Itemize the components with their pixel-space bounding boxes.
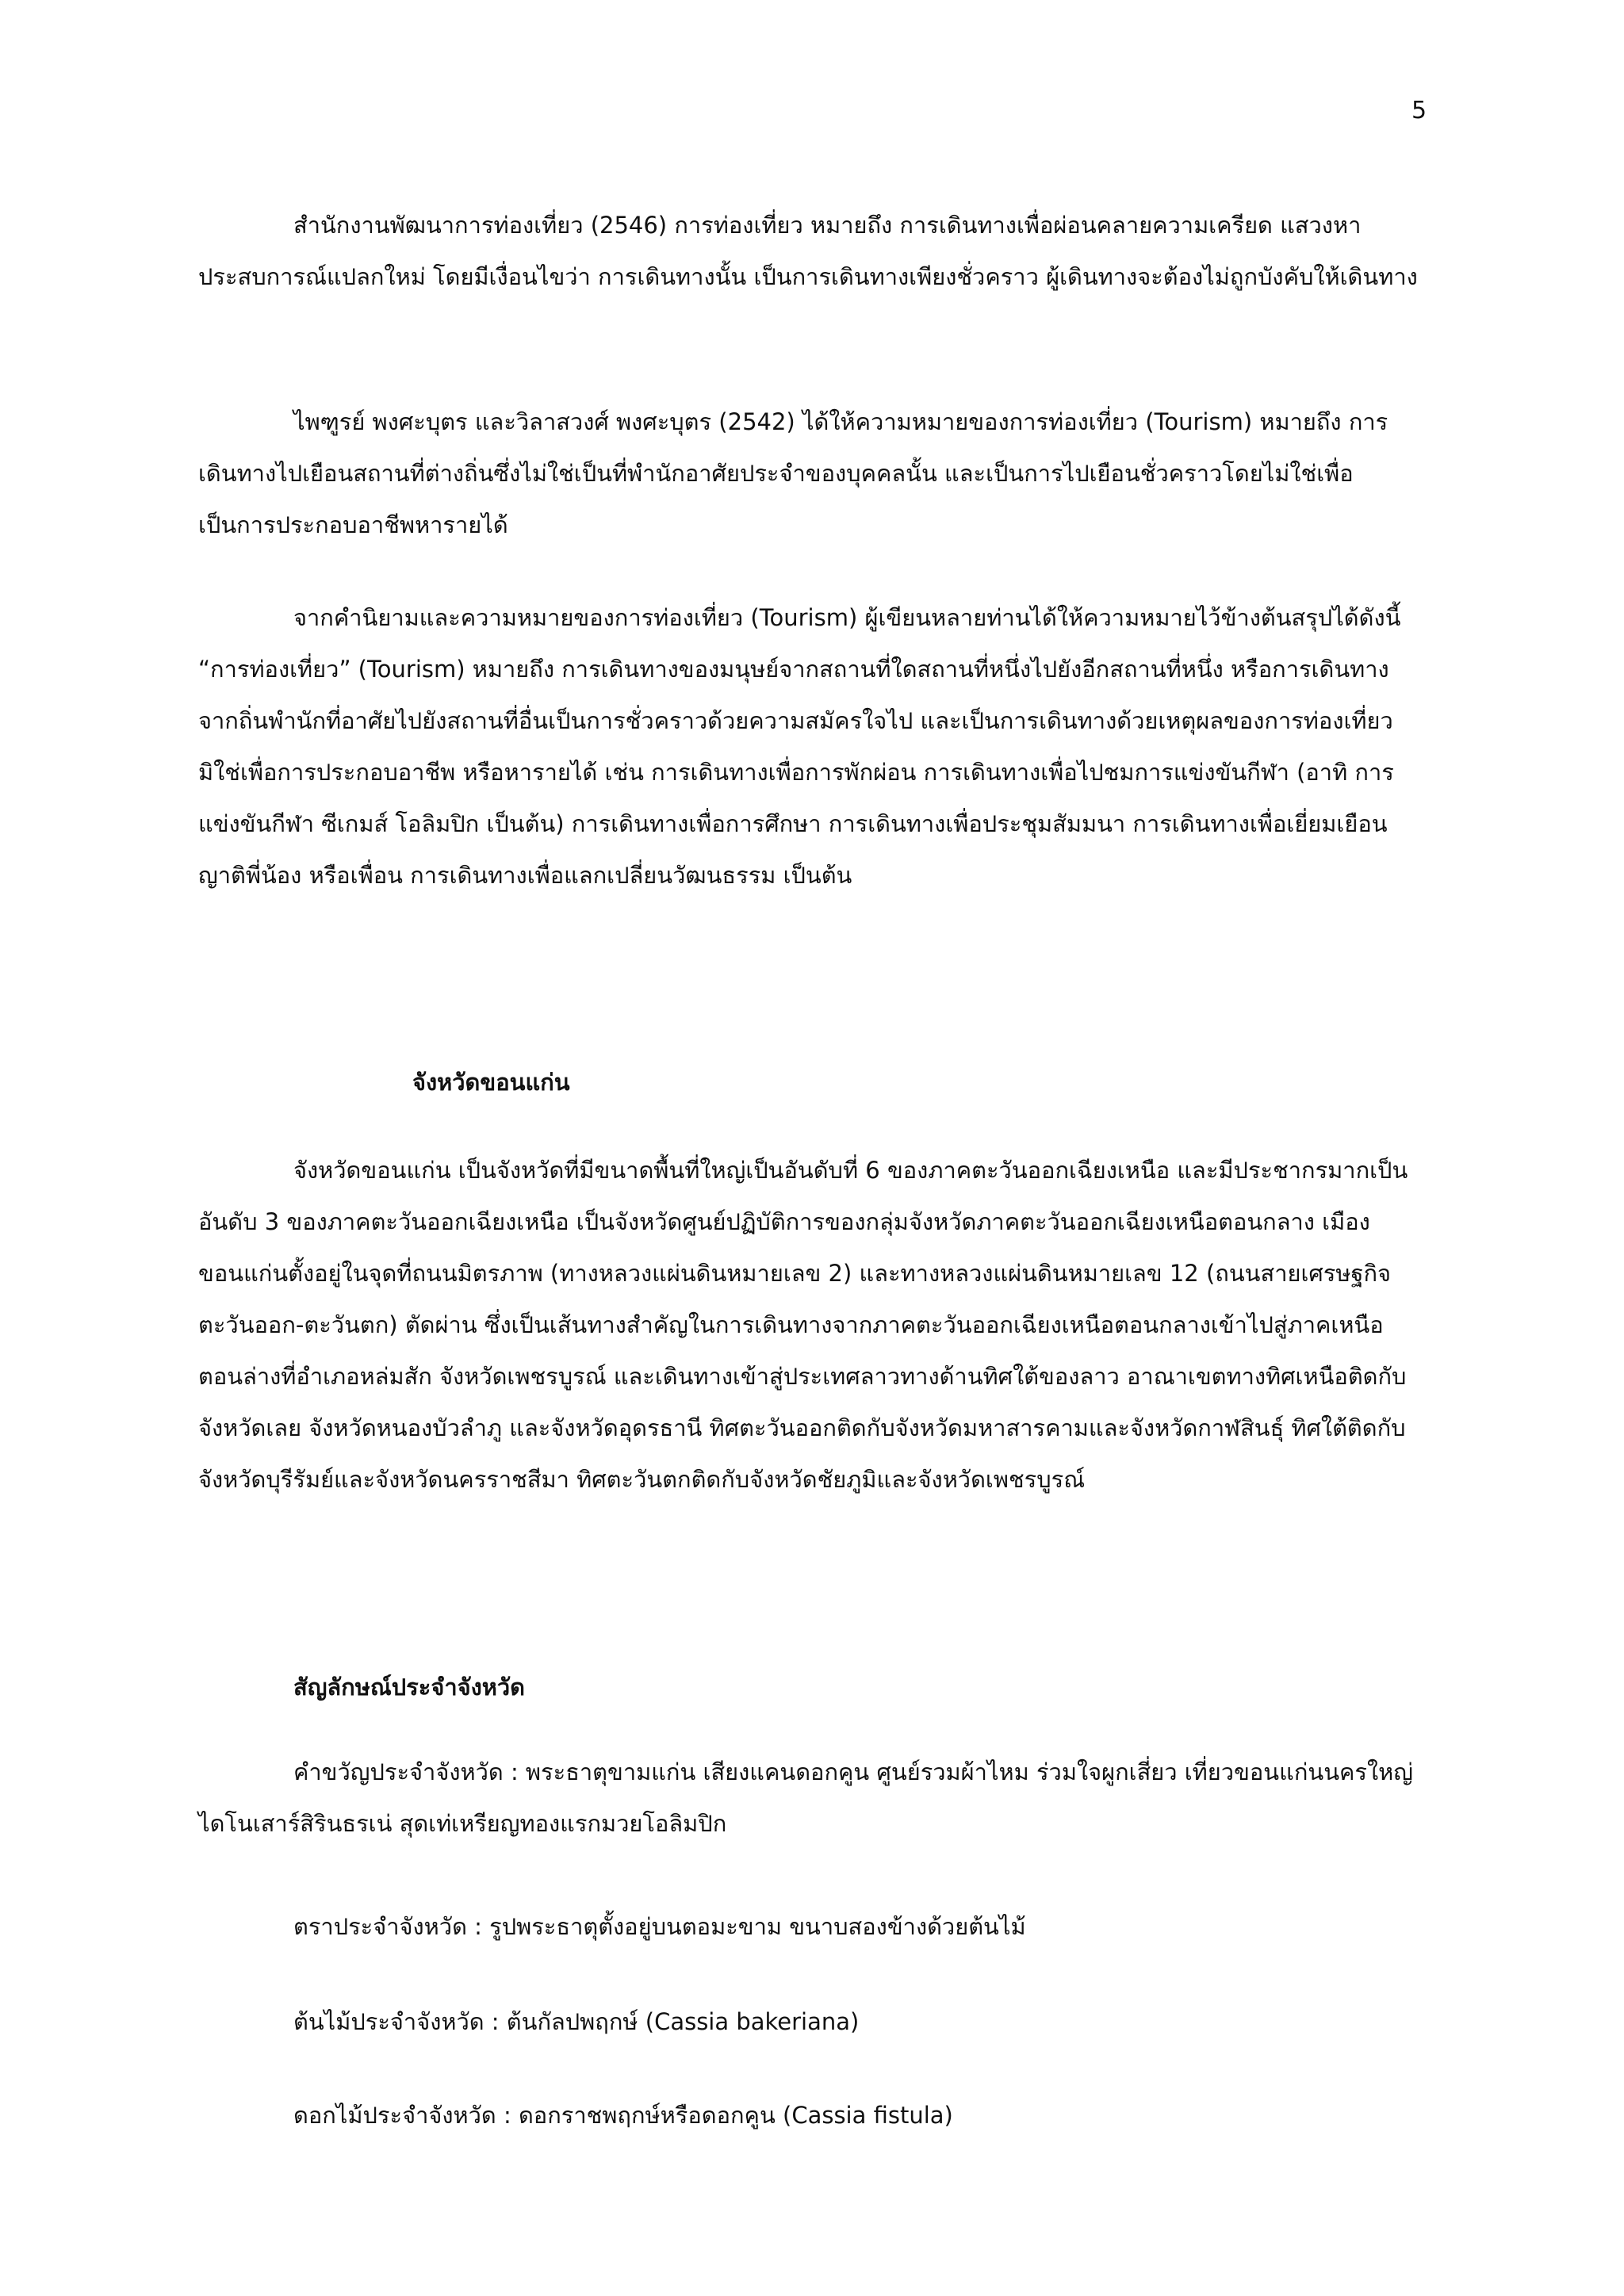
line-province-flower: ดอกไม้ประจำจังหวัด : ดอกราชพฤกษ์หรือดอกคูน (Cassia fistula) bbox=[293, 2102, 953, 2129]
page-number: 5 bbox=[1411, 97, 1427, 124]
paragraph-tourism-definition-2: ไพฑูรย์ พงศะบุตร และวิลาสวงศ์ พงศะบุตร (2542) ได้ให้ความหมายของการท่องเที่ยว (Tourism) หมายถึง การเดินทางไปเยือนสถานที่ต่างถิ่นซึ่งไม่ใช่เป็นที่พำนักอาศัยประจำของบุคคลนั้น และเป็นการไปเยือนชั่วคราวโดยไม่ใช่เพื่อเป็นการประกอบอาชีพหารายได้ bbox=[198, 408, 1388, 538]
heading-khon-kaen-province: จังหวัดขอนแก่น bbox=[412, 1069, 570, 1096]
line-province-tree: ต้นไม้ประจำจังหวัด : ต้นกัลปพฤกษ์ (Cassia bakeriana) bbox=[293, 2008, 860, 2035]
paragraph-tourism-definition-1: สำนักงานพัฒนาการท่องเที่ยว (2546) การท่องเที่ยว หมายถึง การเดินทางเพื่อผ่อนคลายความเครียด แสวงหาประสบการณ์แปลกใหม่ โดยมีเงื่อนไขว่า การเดินทางนั้น เป็นการเดินทางเพียงชั่วคราว ผู้เดินทางจะต้องไม่ถูกบังคับให้เดินทาง bbox=[198, 212, 1418, 290]
paragraph-tourism-summary: จากคำนิยามและความหมายของการท่องเที่ยว (Tourism) ผู้เขียนหลายท่านได้ให้ความหมายไว้ข้างต้นสรุปได้ดังนี้ “การท่องเที่ยว” (Tourism) หมายถึง การเดินทางของมนุษย์จากสถานที่ใดสถานที่หนึ่งไปยังอีกสถานที่หนึ่ง หรือการเดินทางจากถิ่นพำนักที่อาศัยไปยังสถานที่อื่นเป็นการชั่วคราวด้วยความสมัครใจไป และเป็นการเดินทางด้วยเหตุผลของการท่องเที่ยวมิใช่เพื่อการประกอบอาชีพ หรือหารายได้ เช่น การเดินทางเพื่อการพักผ่อน การเดินทางเพื่อไปชมการแข่งขันกีฬา (อาทิ การแข่งขันกีฬา ซีเกมส์ โอลิมปิก เป็นต้น) การเดินทางเพื่อการศึกษา การเดินทางเพื่อประชุมสัมมนา การเดินทางเพื่อเยี่ยมเยือนญาติพี่น้อง หรือเพื่อน การเดินทางเพื่อแลกเปลี่ยนวัฒนธรรม เป็นต้น bbox=[198, 604, 1401, 889]
heading-province-symbols: สัญลักษณ์ประจำจังหวัด bbox=[293, 1674, 525, 1701]
paragraph-khon-kaen-description: จังหวัดขอนแก่น เป็นจังหวัดที่มีขนาดพื้นที่ใหญ่เป็นอันดับที่ 6 ของภาคตะวันออกเฉียงเหนือ และมีประชากรมากเป็นอันดับ 3 ของภาคตะวันออกเฉียงเหนือ เป็นจังหวัดศูนย์ปฏิบัติการของกลุ่มจังหวัดภาคตะวันออกเฉียงเหนือตอนกลาง เมืองขอนแก่นตั้งอยู่ในจุดที่ถนนมิตรภาพ (ทางหลวงแผ่นดินหมายเลข 2) และทางหลวงแผ่นดินหมายเลข 12 (ถนนสายเศรษฐกิจตะวันออก-ตะวันตก) ตัดผ่าน ซึ่งเป็นเส้นทางสำคัญในการเดินทางจากภาคตะวันออกเฉียงเหนือตอนกลางเข้าไปสู่ภาคเหนือตอนล่างที่อำเภอหล่มสัก จังหวัดเพชรบูรณ์ และเดินทางเข้าสู่ประเทศลาวทางด้านทิศใต้ของลาว อาณาเขตทางทิศเหนือติดกับจังหวัดเลย จังหวัดหนองบัวลำภู และจังหวัดอุดรธานี ทิศตะวันออกติดกับจังหวัดมหาสารคามและจังหวัดกาฬสินธุ์ ทิศใต้ติดกับจังหวัดบุรีรัมย์และจังหวัดนครราชสีมา ทิศตะวันตกติดกับจังหวัดชัยภูมิและจังหวัดเพชรบูรณ์ bbox=[198, 1157, 1408, 1493]
line-province-seal: ตราประจำจังหวัด : รูปพระธาตุตั้งอยู่บนตอมะขาม ขนาบสองข้างด้วยต้นไม้ bbox=[293, 1913, 1026, 1940]
paragraph-province-slogan: คำขวัญประจำจังหวัด : พระธาตุขามแก่น เสียงแคนดอกคูน ศูนย์รวมผ้าไหม ร่วมใจผูกเสี่ยว เที่ยวขอนแก่นนครใหญ่ ไดโนเสาร์สิรินธรเน่ สุดเท่เหรียญทองแรกมวยโอลิมปิก bbox=[198, 1758, 1413, 1837]
